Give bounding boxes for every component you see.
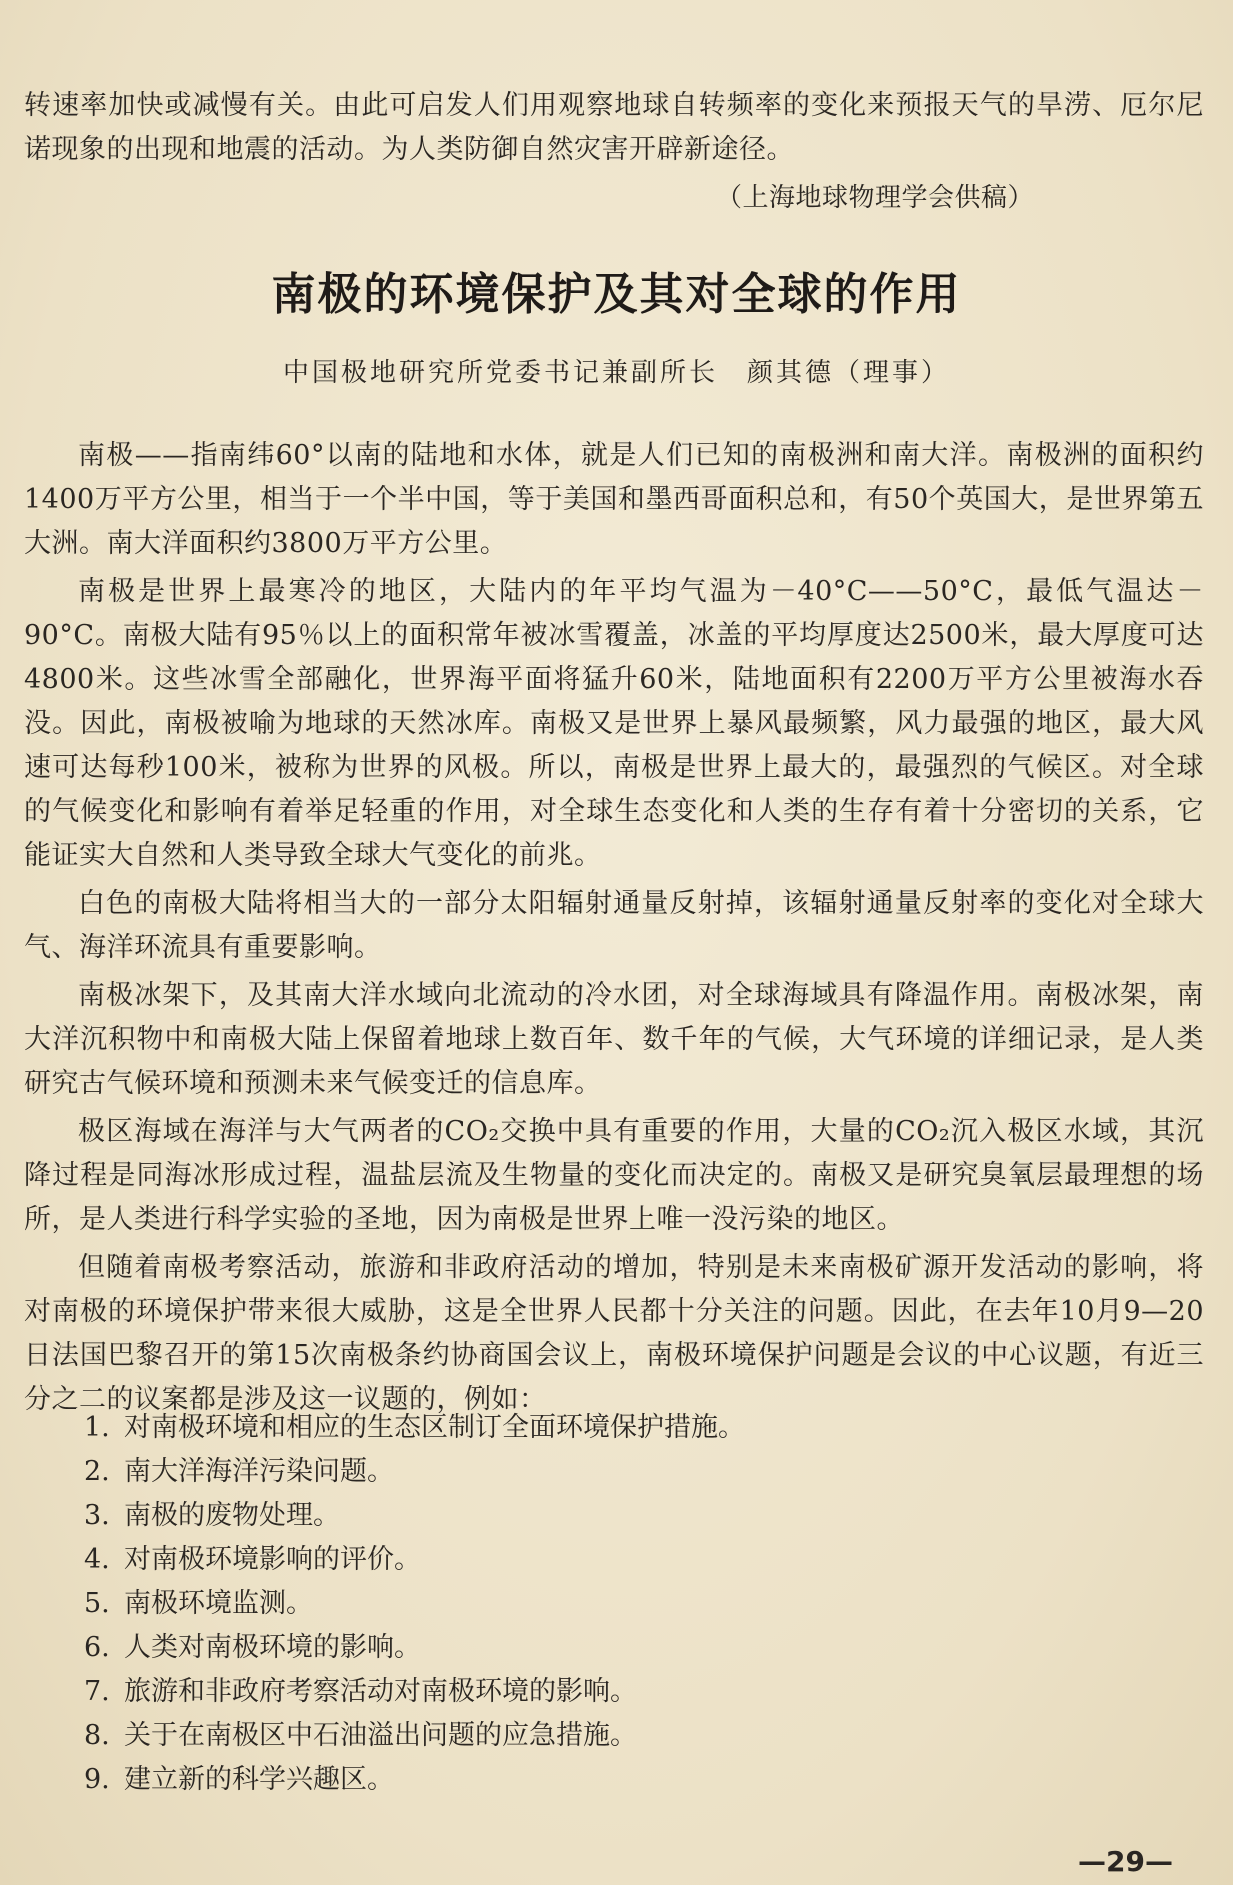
paragraph: 白色的南极大陆将相当大的一部分太阳辐射通量反射掉，该辐射通量反射率的变化对全球大气、海洋环流具有重要影响。 (24, 888, 1204, 963)
list-item: 1. 对南极环境和相应的生态区制订全面环境保护措施。 (84, 1412, 745, 1443)
list-item: 2. 南大洋海洋污染问题。 (84, 1456, 394, 1487)
paragraph: 南极——指南纬60°以南的陆地和水体，就是人们已知的南极洲和南大洋。南极洲的面积约1400万平方公里，相当于一个半中国，等于美国和墨西哥面积总和，有50个英国大，是世界第五大洲。南大洋面积约3800万平方公里。 (24, 440, 1204, 559)
paragraph: 南极是世界上最寒冷的地区，大陆内的年平均气温为－40°C——50°C，最低气温达－90°C。南极大陆有95％以上的面积常年被冰雪覆盖，冰盖的平均厚度达2500米，最大厚度可达4800米。这些冰雪全部融化，世界海平面将猛升60米，陆地面积有2200万平方公里被海水吞没。因此，南极被喻为地球的天然冰库。南极又是世界上暴风最频繁，风力最强的地区，最大风速可达每秒100米，被称为世界的风极。所以，南极是世界上最大的，最强烈的气候区。对全球的气候变化和影响有着举足轻重的作用，对全球生态变化和人类的生存有着十分密切的关系，它能证实大自然和人类导致全球大气变化的前兆。 (24, 576, 1204, 871)
article-body (24, 434, 1204, 1422)
list-item: 3. 南极的废物处理。 (84, 1500, 340, 1531)
article-title: 南极的环境保护及其对全球的作用 (271, 269, 962, 320)
paragraph: 南极冰架下，及其南大洋水域向北流动的冷水团，对全球海域具有降温作用。南极冰架，南大洋沉积物中和南极大陆上保留着地球上数百年、数千年的气候，大气环境的详细记录，是人类研究古气候环境和预测未来气候变迁的信息库。 (24, 980, 1204, 1099)
article-byline: 中国极地研究所党委书记兼副所长 颜其德（理事） (282, 358, 950, 388)
list-item: 4. 对南极环境影响的评价。 (84, 1544, 421, 1575)
source-credit: （上海地球物理学会供稿） (715, 183, 1034, 213)
continued-text (24, 84, 1204, 220)
list-item: 5. 南极环境监测。 (84, 1588, 313, 1619)
list-item: 8. 关于在南极区中石油溢出问题的应急措施。 (84, 1720, 637, 1751)
paragraph-continued: 转速率加快或减慢有关。由此可启发人们用观察地球自转频率的变化来预报天气的旱涝、厄尔尼诺现象的出现和地震的活动。为人类防御自然灾害开辟新途径。 (24, 90, 1204, 165)
paragraph: 但随着南极考察活动，旅游和非政府活动的增加，特别是未来南极矿源开发活动的影响，将对南极的环境保护带来很大威胁，这是全世界人民都十分关注的问题。因此，在去年10月9—20日法国巴黎召开的第15次南极条约协商国会议上，南极环境保护问题是会议的中心议题，有近三分之二的议案都是涉及这一议题的，例如： (24, 1252, 1204, 1415)
list-item: 6. 人类对南极环境的影响。 (84, 1632, 421, 1663)
agenda-list (84, 1406, 1084, 1802)
page-number: —29— (1078, 1845, 1173, 1878)
paragraph: 极区海域在海洋与大气两者的CO₂交换中具有重要的作用，大量的CO₂沉入极区水域，其沉降过程是同海冰形成过程，温盐层流及生物量的变化而决定的。南极又是研究臭氧层最理想的场所，是人类进行科学实验的圣地，因为南极是世界上唯一没污染的地区。 (24, 1116, 1204, 1235)
list-item: 9. 建立新的科学兴趣区。 (84, 1764, 394, 1795)
list-item: 7. 旅游和非政府考察活动对南极环境的影响。 (84, 1676, 637, 1707)
